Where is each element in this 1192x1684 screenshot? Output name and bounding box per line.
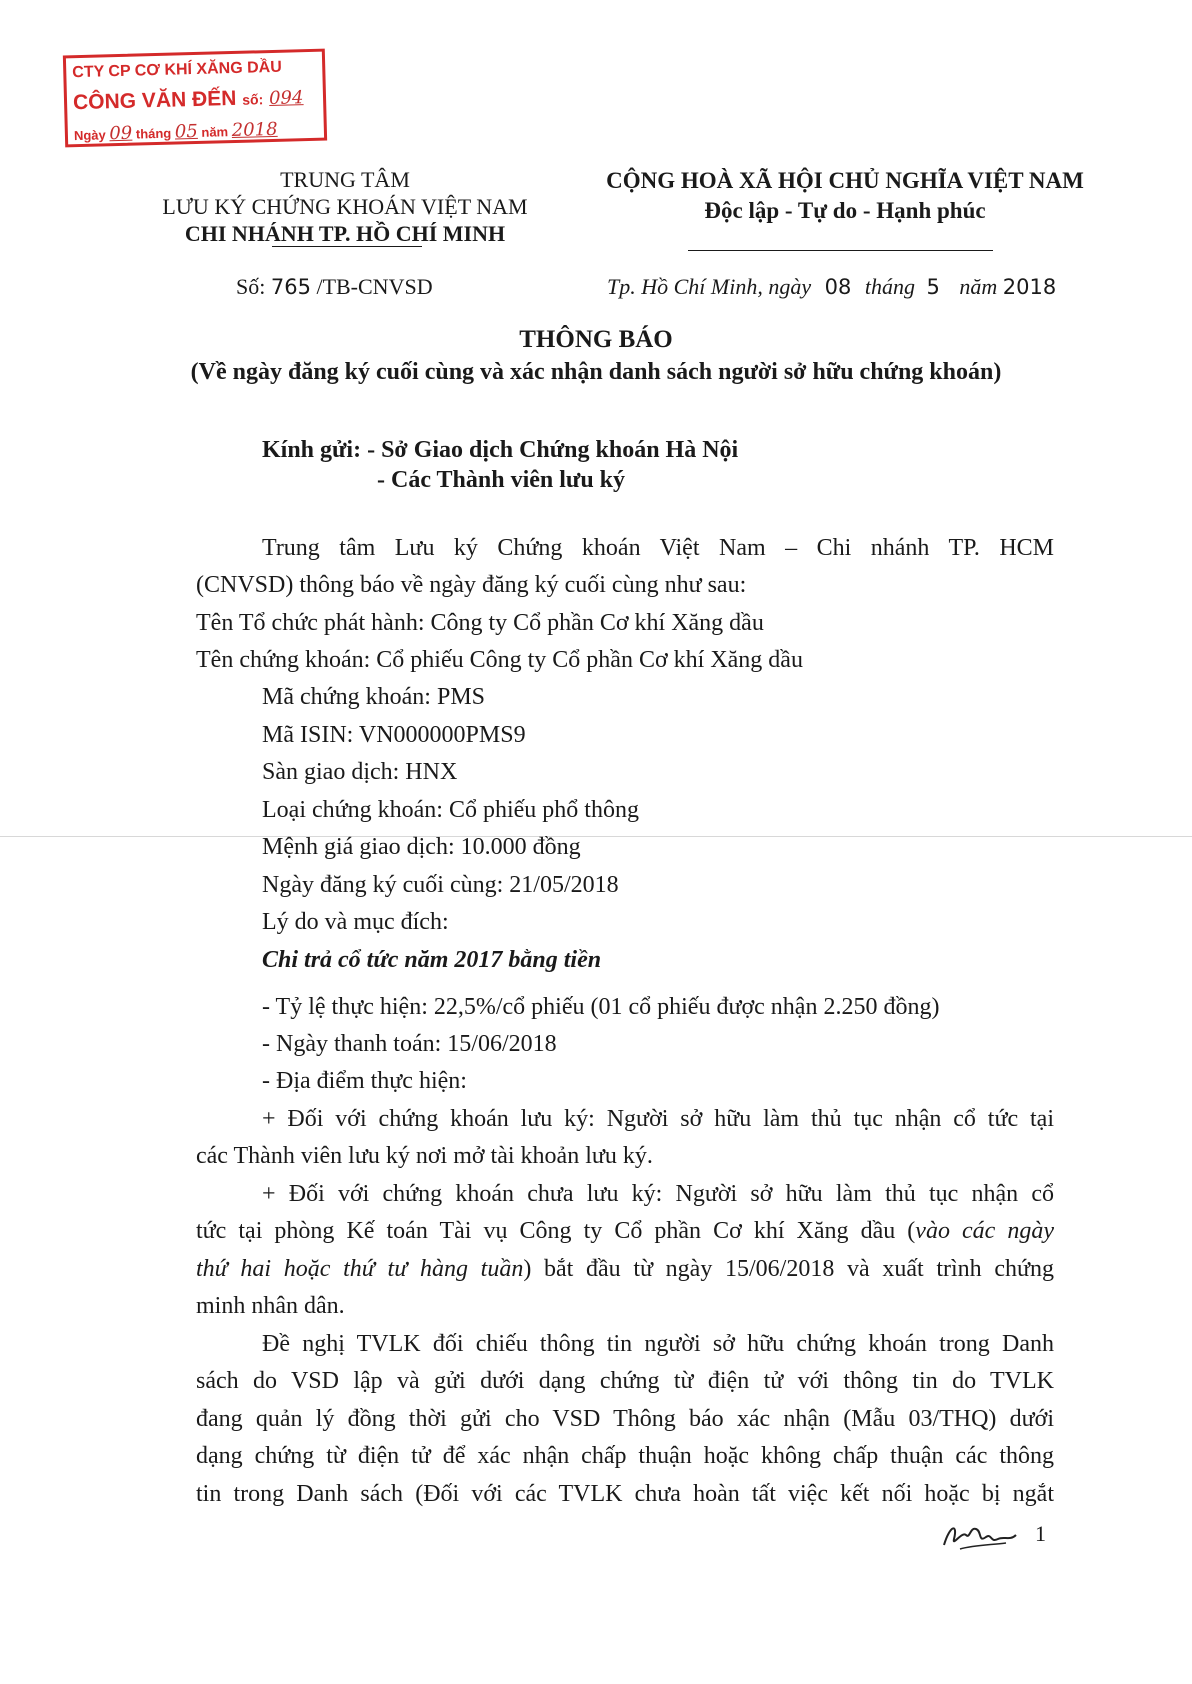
agency-underline: [272, 246, 422, 247]
recipient-hnx: - Sở Giao dịch Chứng khoán Hà Nội: [367, 437, 739, 463]
security-name-line: Tên chứng khoán: Cổ phiếu Công ty Cổ phần Cơ khí Xăng dầu: [196, 647, 803, 673]
national-header: [585, 166, 1105, 226]
nondeposited-line-2: tức tại phòng Kế toán Tài vụ Công ty Cổ phần Cơ khí Xăng dầu (vào các ngày: [196, 1218, 1055, 1244]
agency-line-3: CHI NHÁNH TP. HỒ CHÍ MINH: [184, 221, 506, 246]
national-motto: Độc lập - Tự do - Hạnh phúc: [704, 198, 986, 223]
intro-line-2: (CNVSD) thông báo về ngày đăng ký cuối cùng như sau:: [196, 572, 747, 598]
date-day: 08: [824, 275, 852, 299]
stamp-year: 2018: [231, 118, 278, 142]
stamp-number: 094: [268, 87, 304, 110]
recipient-depository-members: - Các Thành viên lưu ký: [377, 467, 626, 493]
exchange-line: Sàn giao dịch: HNX: [262, 759, 458, 785]
request-line-2: sách do VSD lập và gửi dưới dạng chứng từ điện tử với thông tin do TVLK: [196, 1368, 1054, 1394]
request-line-4: dạng chứng từ điện tử để xác nhận chấp thuận hoặc không chấp thuận các thông: [196, 1443, 1054, 1469]
date-month: 5: [926, 275, 940, 299]
nondeposited-line-4: minh nhân dân.: [196, 1293, 345, 1319]
paper-fold-line: [0, 836, 1192, 837]
date-year: 2018: [1002, 275, 1057, 299]
par-value-line: Mệnh giá giao dịch: 10.000 đồng: [262, 834, 581, 860]
stamp-day: 09: [109, 122, 133, 145]
ratio-line: - Tỷ lệ thực hiện: 22,5%/cổ phiếu (01 cổ phiếu được nhận 2.250 đồng): [262, 994, 940, 1020]
request-line-5: tin trong Danh sách (Đối với các TVLK chưa hoàn tất việc kết nối hoặc bị ngắt: [196, 1481, 1054, 1507]
agency-line-1: TRUNG TÂM: [280, 167, 410, 192]
reason-title: Chi trả cổ tức năm 2017 bằng tiền: [262, 947, 602, 973]
stamp-company: CTY CP CƠ KHÍ XĂNG DẦU: [72, 58, 282, 82]
issuing-agency-header: [150, 166, 540, 247]
document-subtitle: (Về ngày đăng ký cuối cùng và xác nhận danh sách người sở hữu chứng khoán): [190, 359, 1002, 385]
payment-date-line: - Ngày thanh toán: 15/06/2018: [262, 1031, 557, 1057]
document-date: Tp. Hồ Chí Minh, ngày 08 tháng 5 năm 2018: [607, 274, 1057, 299]
stamp-date-line: Ngày 09 tháng 05 năm 2018: [73, 118, 278, 145]
ticker-line: Mã chứng khoán: PMS: [262, 684, 486, 710]
nondeposited-line-1: + Đối với chứng khoán chưa lưu ký: Người sở hữu làm thủ tục nhận cổ: [262, 1181, 1054, 1207]
request-line-3: đang quản lý đồng thời gửi cho VSD Thông báo xác nhận (Mẫu 03/THQ) dưới: [196, 1406, 1054, 1432]
record-date-line: Ngày đăng ký cuối cùng: 21/05/2018: [262, 872, 619, 898]
reason-label: Lý do và mục đích:: [262, 909, 449, 935]
page-number: 1: [1035, 1521, 1046, 1546]
venue-label: - Địa điểm thực hiện:: [262, 1068, 467, 1094]
stamp-incoming-line: CÔNG VĂN ĐẾN số: 094: [72, 86, 304, 115]
intro-line-1: Trung tâm Lưu ký Chứng khoán Việt Nam – Chi nhánh TP. HCM: [262, 535, 1054, 561]
stamp-month: 05: [174, 120, 199, 143]
motto-underline: [688, 250, 993, 251]
isin-line: Mã ISIN: VN000000PMS9: [262, 722, 526, 748]
document-title: THÔNG BÁO: [519, 326, 673, 353]
request-line-1: Đề nghị TVLK đối chiếu thông tin người sở hữu chứng khoán trong Danh: [262, 1331, 1054, 1357]
document-number: Số: 765 /TB-CNVSD: [236, 274, 433, 299]
national-title: CỘNG HOÀ XÃ HỘI CHỦ NGHĨA VIỆT NAM: [606, 168, 1084, 193]
document-number-value: 765: [270, 275, 311, 299]
recipient-label-line: Kính gửi: - Sở Giao dịch Chứng khoán Hà Nội: [262, 437, 739, 463]
issuer-line: Tên Tổ chức phát hành: Công ty Cổ phần Cơ khí Xăng dầu: [196, 610, 764, 636]
incoming-document-stamp: [63, 49, 327, 148]
agency-line-2: LƯU KÝ CHỨNG KHOÁN VIỆT NAM: [162, 194, 528, 219]
deposited-line-1: + Đối với chứng khoán lưu ký: Người sở hữu làm thủ tục nhận cổ tức tại: [262, 1106, 1054, 1132]
initials-signature: [940, 1515, 1020, 1555]
nondeposited-line-3: thứ hai hoặc thứ tư hàng tuần) bắt đầu từ ngày 15/06/2018 và xuất trình chứng: [196, 1256, 1055, 1282]
security-type-line: Loại chứng khoán: Cổ phiếu phổ thông: [262, 797, 639, 823]
deposited-line-2: các Thành viên lưu ký nơi mở tài khoản lưu ký.: [196, 1143, 653, 1169]
